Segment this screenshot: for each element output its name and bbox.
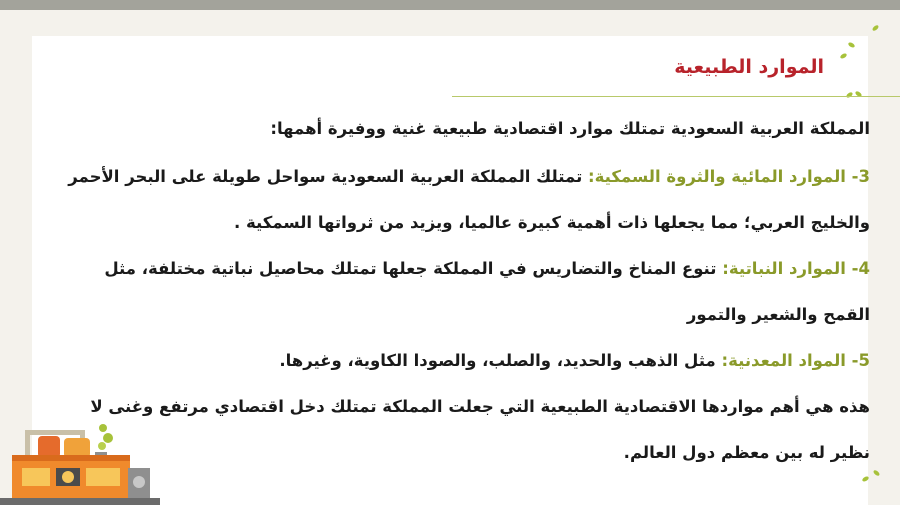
item-3-text-1: تمتلك المملكة العربية السعودية سواحل طويلة على البحر الأحمر bbox=[68, 167, 589, 186]
item-4-heading: 4- الموارد النباتية: bbox=[722, 259, 870, 278]
item-4-line-2: القمح والشعير والتمور bbox=[686, 305, 870, 324]
slide-title: الموارد الطبيعية bbox=[674, 56, 824, 78]
top-strip bbox=[0, 0, 900, 10]
conclusion-line-1: هذه هي أهم مواردها الاقتصادية الطبيعية التي جعلت المملكة تمتلك دخل اقتصادي مرتفع وغنى لا bbox=[90, 397, 870, 416]
conclusion-line-2: نظير له بين معظم دول العالم. bbox=[623, 443, 870, 462]
leaf-icon bbox=[872, 24, 880, 32]
slide-content bbox=[70, 104, 870, 476]
item-5-heading: 5- المواد المعدنية: bbox=[721, 351, 870, 370]
item-4-text-1: تنوع المناخ والتضاريس في المملكة جعلها تمتلك محاصيل نباتية مختلفة، مثل bbox=[104, 259, 723, 278]
factory-illustration bbox=[0, 410, 160, 505]
leaf-icon bbox=[873, 469, 881, 477]
item-5-line-1 bbox=[70, 338, 870, 384]
intro-line: المملكة العربية السعودية تمتلك موارد اقتصادية طبيعية غنية ووفيرة أهمها: bbox=[270, 119, 870, 138]
item-3-heading: 3- الموارد المائية والثروة السمكية: bbox=[588, 167, 870, 186]
item-5-text-1: مثل الذهب والحديد، والصلب، والصودا الكاوية، وغيرها. bbox=[279, 351, 722, 370]
title-underline bbox=[452, 96, 900, 97]
item-4-line-1 bbox=[70, 246, 870, 292]
item-3-line-2: والخليج العربي؛ مما يجعلها ذات أهمية كبيرة عالميا، ويزيد من ثرواتها السمكية . bbox=[234, 213, 870, 232]
item-3-line-1 bbox=[70, 154, 870, 200]
